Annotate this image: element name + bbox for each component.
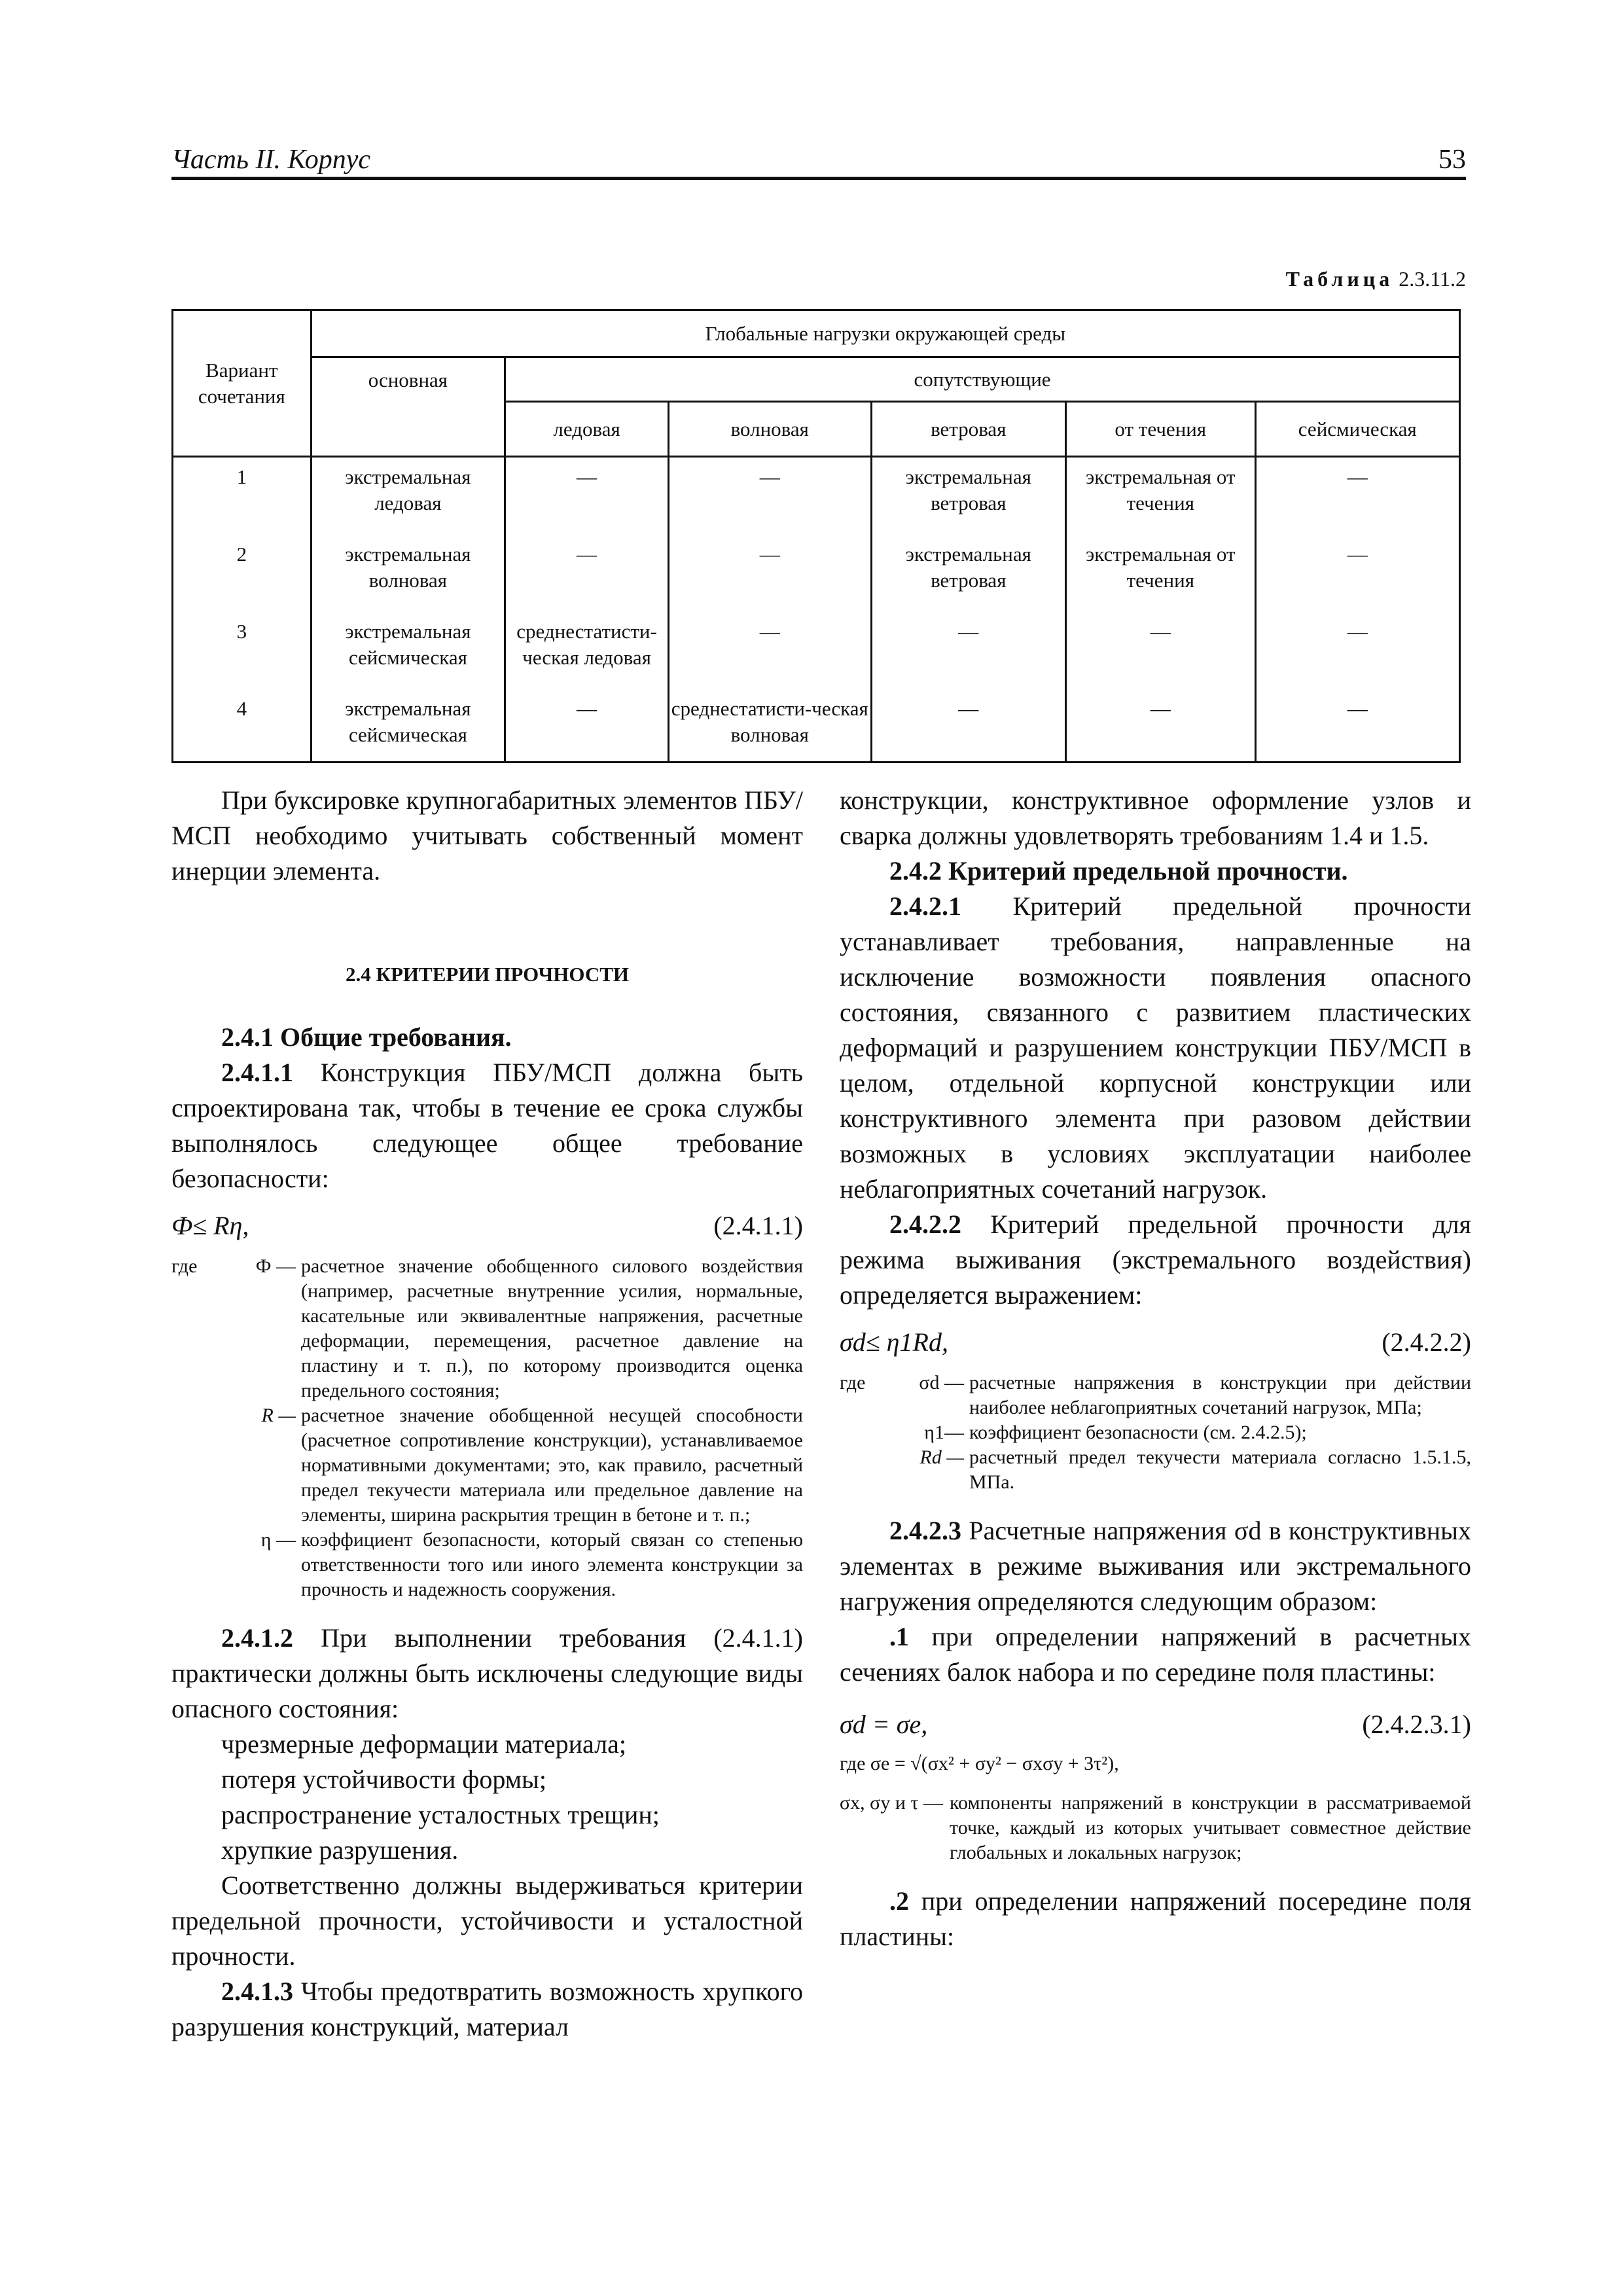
list-item: хрупкие разрушения. bbox=[221, 1835, 459, 1865]
definition-text: расчетное значение обобщенного силового воздействия (например, расчетные внутренние усилия, нормальные, касательные или эквивалентные напряжения, расчетные деформации, перемещения, расчетное давление на пластину и т. п.), по которому производится оценка предельного состояния; bbox=[301, 1255, 803, 1401]
where-label: где bbox=[840, 1372, 866, 1393]
clause-text: Критерий предельной прочности для режима выживания (экстремального воздействия) определяется выражением: bbox=[840, 1210, 1471, 1310]
paragraph-2-4-1-1 bbox=[171, 1055, 803, 1196]
col-accompanying-header: сопутствующие bbox=[505, 357, 1460, 402]
table-cell: экстремальная ветровая bbox=[871, 457, 1066, 538]
formula-2-4-1-1 bbox=[171, 1208, 803, 1247]
subcol-current: от течения bbox=[1066, 402, 1256, 457]
subcol-wave: волновая bbox=[668, 402, 871, 457]
page-number: 53 bbox=[1438, 145, 1466, 175]
group-header: Глобальные нагрузки окружающей среды bbox=[311, 310, 1459, 357]
definition-symbol: η1— bbox=[924, 1422, 964, 1443]
definition-symbol: σd — bbox=[919, 1372, 964, 1393]
clause-number: 2.4.1.1 bbox=[221, 1058, 293, 1087]
table-cell: — bbox=[668, 537, 871, 615]
definition-item bbox=[840, 1371, 1471, 1420]
table-cell: — bbox=[1255, 537, 1459, 615]
paragraph-2-4-2-1 bbox=[840, 889, 1471, 1207]
table-cell: — bbox=[1255, 615, 1459, 692]
formula-number: (2.4.2.3.1) bbox=[1362, 1710, 1471, 1739]
definitions-2-4-2-2 bbox=[840, 1371, 1471, 1495]
paragraph-continuation: конструкции, конструктивное оформление узлов и сварка должны удовлетворять требованиям 1.4 и 1.5. bbox=[840, 785, 1471, 850]
right-column bbox=[840, 783, 1471, 1954]
table-row bbox=[173, 537, 1460, 615]
clause-text: Расчетные напряжения σd в конструктивных элементах в режиме выживания или экстремального нагружения определяются следующим образом: bbox=[840, 1516, 1471, 1616]
table-cell: экстремальная сейсмическая bbox=[311, 615, 505, 692]
list-item: чрезмерные деформации материала; bbox=[221, 1729, 626, 1759]
table-cell: экстремальная от течения bbox=[1066, 537, 1256, 615]
definition-symbol: η — bbox=[260, 1529, 296, 1551]
formula-expression: σd≤ η1Rd, bbox=[840, 1327, 948, 1357]
subheading-general: 2.4.1 Общие требования. bbox=[221, 1022, 512, 1052]
table-cell: — bbox=[1066, 615, 1256, 692]
table-cell: 2 bbox=[173, 537, 312, 615]
table-cell: — bbox=[668, 457, 871, 538]
table-cell: экстремальная сейсмическая bbox=[311, 692, 505, 762]
subheading-ultimate-strength: 2.4.2 Критерий предельной прочности. bbox=[889, 856, 1348, 886]
clause-number: 2.4.1.3 bbox=[221, 1977, 293, 2006]
definition-text: расчетные напряжения в конструкции при действии наиболее неблагоприятных сочетаний нагрузок, МПа; bbox=[969, 1372, 1471, 1418]
table-cell: 4 bbox=[173, 692, 312, 762]
definitions-2-4-1-1 bbox=[171, 1254, 803, 1602]
definition-item bbox=[171, 1403, 803, 1528]
section-title: Часть II. Корпус bbox=[171, 145, 371, 175]
clause-number: 2.4.2.3 bbox=[889, 1516, 961, 1545]
table-cell: — bbox=[505, 537, 669, 615]
table-cell: 3 bbox=[173, 615, 312, 692]
col-variant-header: Вариант сочетания bbox=[173, 310, 312, 457]
item-text: при определении напряжений посередине поля пластины: bbox=[840, 1886, 1471, 1951]
subcol-ice: ледовая bbox=[505, 402, 669, 457]
table-caption bbox=[1286, 267, 1466, 291]
list-item: распространение усталостных трещин; bbox=[221, 1800, 660, 1829]
subcol-wind: ветровая bbox=[871, 402, 1066, 457]
paragraph-2-4-2-2 bbox=[840, 1207, 1471, 1313]
definition-item bbox=[171, 1528, 803, 1602]
formula-number: (2.4.2.2) bbox=[1382, 1327, 1471, 1357]
definition-text: коэффициент безопасности, который связан со степенью ответственности того или иного элемента конструкции за прочность и надежность сооружения. bbox=[301, 1529, 803, 1600]
formula-2-4-2-2 bbox=[840, 1325, 1471, 1364]
table-cell: — bbox=[871, 692, 1066, 762]
definition-symbol: σx, σy и τ — bbox=[840, 1792, 943, 1814]
left-column bbox=[171, 783, 803, 2045]
clause-text: Чтобы предотвратить возможность хрупкого разрушения конструкций, материал bbox=[171, 1977, 803, 2041]
subcol-seismic: сейсмическая bbox=[1255, 402, 1459, 457]
definition-item bbox=[840, 1445, 1471, 1495]
definition-item bbox=[171, 1254, 803, 1403]
definition-text: расчетное значение обобщенной несущей способности (расчетное сопротивление конструкции), устанавливаемое нормативными документами; это, как правило, расчетный предел текучести материала или предельное давление на элементы, ширина раскрытия трещин в бетоне и т. п.; bbox=[301, 1405, 803, 1526]
definition-symbol: R — bbox=[261, 1405, 296, 1426]
table-cell: — bbox=[668, 615, 871, 692]
formula-number: (2.4.1.1) bbox=[713, 1211, 803, 1240]
clause-number: 2.4.1.2 bbox=[221, 1623, 293, 1653]
paragraph-towing: При буксировке крупногабаритных элементов ПБУ/МСП необходимо учитывать собственный момент инерции элемента. bbox=[171, 785, 803, 886]
table-cell: экстремальная ветровая bbox=[871, 537, 1066, 615]
table-caption-word: Таблица bbox=[1285, 267, 1394, 291]
clause-number: 2.4.2.1 bbox=[889, 891, 961, 921]
table-caption-number: 2.3.11.2 bbox=[1399, 267, 1466, 291]
formula-expression: Ф≤ Rη, bbox=[171, 1211, 249, 1240]
paragraph-2-4-2-3 bbox=[840, 1513, 1471, 1619]
table-row bbox=[173, 457, 1460, 538]
table-cell: 1 bbox=[173, 457, 312, 538]
section-heading: 2.4 КРИТЕРИИ ПРОЧНОСТИ bbox=[345, 963, 630, 986]
table-cell: — bbox=[1066, 692, 1256, 762]
definitions-2-4-2-3-1 bbox=[840, 1791, 1471, 1865]
table-cell: — bbox=[1255, 457, 1459, 538]
item-1 bbox=[840, 1619, 1471, 1690]
paragraph-2-4-1-3 bbox=[171, 1974, 803, 2045]
col-main-header: основная bbox=[311, 357, 505, 457]
table-cell: — bbox=[871, 615, 1066, 692]
paragraph-accordingly: Соответственно должны выдерживаться критерии предельной прочности, устойчивости и усталостной прочности. bbox=[171, 1871, 803, 1971]
item-2 bbox=[840, 1884, 1471, 1954]
definition-text: компоненты напряжений в конструкции в рассматриваемой точке, каждый из которых учитывает совместное действие глобальных и локальных нагрузок; bbox=[950, 1792, 1471, 1863]
clause-text: Критерий предельной прочности устанавливает требования, направленные на исключение возможности появления опасного состояния, связанного с развитием пластических деформаций и разрушением конструкции ПБУ/МСП в целом, отдельной корпусной конструкции или конструктивного элемента при разовом действии возможных в условиях эксплуатации наиболее неблагоприятных сочетаний нагрузок. bbox=[840, 891, 1471, 1204]
definition-text: коэффициент безопасности (см. 2.4.2.5); bbox=[969, 1422, 1307, 1443]
table-row bbox=[173, 615, 1460, 692]
definition-symbol: Rd — bbox=[919, 1446, 964, 1468]
item-number: .2 bbox=[889, 1886, 909, 1916]
table-cell: — bbox=[505, 692, 669, 762]
table-cell: среднестатисти-ческая ледовая bbox=[505, 615, 669, 692]
loads-table bbox=[171, 309, 1461, 763]
list-item: потеря устойчивости формы; bbox=[221, 1765, 547, 1794]
item-text: при определении напряжений в расчетных сечениях балок набора и по середине поля пластины: bbox=[840, 1622, 1471, 1687]
table-cell: — bbox=[1255, 692, 1459, 762]
table-cell: среднестатисти-ческая волновая bbox=[668, 692, 871, 762]
definition-item bbox=[840, 1420, 1471, 1445]
table-cell: экстремальная волновая bbox=[311, 537, 505, 615]
item-number: .1 bbox=[889, 1622, 909, 1651]
formula-2-4-2-3-1 bbox=[840, 1707, 1471, 1746]
clause-text: При выполнении требования (2.4.1.1) практически должны быть исключены следующие виды опасного состояния: bbox=[171, 1623, 803, 1723]
where-label: где bbox=[171, 1255, 198, 1277]
definition-text: расчетный предел текучести материала согласно 1.5.1.5, МПа. bbox=[969, 1446, 1471, 1493]
table-cell: экстремальная ледовая bbox=[311, 457, 505, 538]
paragraph-2-4-1-2 bbox=[171, 1621, 803, 1727]
header-rule bbox=[171, 177, 1466, 180]
formula-expression: σd = σe, bbox=[840, 1710, 928, 1739]
definition-item bbox=[840, 1791, 1471, 1865]
clause-number: 2.4.2.2 bbox=[889, 1210, 961, 1239]
table-cell: экстремальная от течения bbox=[1066, 457, 1256, 538]
table-row bbox=[173, 692, 1460, 762]
clause-text: Конструкция ПБУ/МСП должна быть спроектирована так, чтобы в течение ее срока службы выполнялось следующее общее требование безопасности: bbox=[171, 1058, 803, 1193]
definition-symbol: Ф — bbox=[255, 1255, 296, 1277]
formula-where: где σe = √(σx² + σy² − σxσy + 3τ²), bbox=[840, 1753, 1119, 1774]
table-cell: — bbox=[505, 457, 669, 538]
running-header bbox=[171, 141, 1466, 181]
